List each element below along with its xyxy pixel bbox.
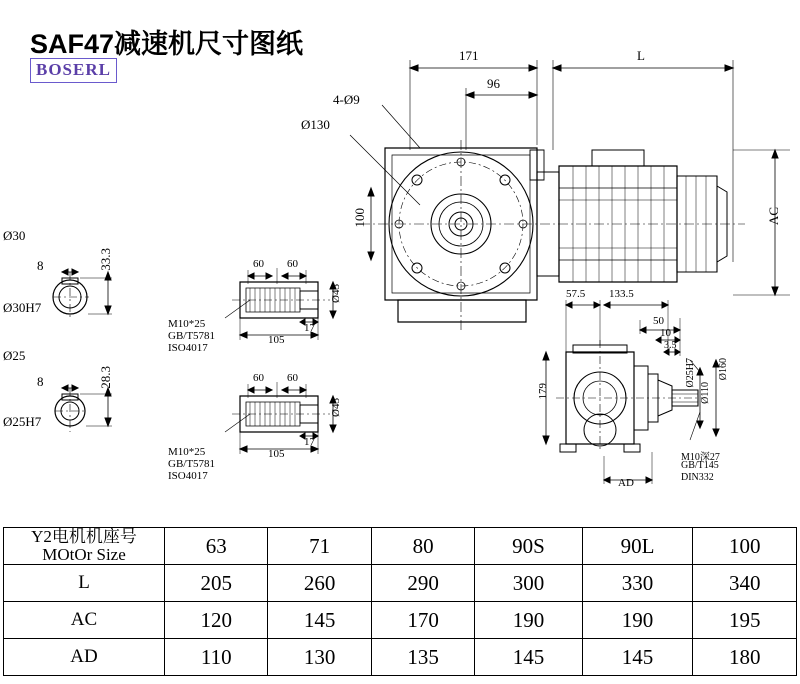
dim-105-bottom: 105 [268, 448, 285, 460]
dim-AC: AC [766, 207, 781, 226]
row-header-line1: AC [70, 609, 98, 631]
spec-table [3, 527, 797, 676]
dim-60-a-bottom: 60 [253, 372, 264, 384]
cell: 190 [582, 602, 693, 639]
thread-m10-25-bottom: M10*25 [168, 446, 206, 458]
dim-dia45-bottom: Ø45 [330, 398, 342, 417]
cell: 63 [165, 528, 268, 565]
std-din332: DIN332 [681, 472, 714, 483]
cell: 205 [165, 565, 268, 602]
cell: 290 [371, 565, 474, 602]
dim-60-b-top: 60 [287, 258, 298, 270]
row-header-AD [4, 639, 165, 676]
cell: 340 [693, 565, 797, 602]
dim-dia25-h7: Ø25H7 [3, 414, 42, 429]
row-header-line1: AD [70, 646, 98, 668]
cell: 130 [268, 639, 371, 676]
dim-28-3: 28.3 [98, 366, 113, 389]
row-header-line2: MOtOr Size [42, 545, 126, 564]
dim-17-bottom: 17 [304, 436, 315, 448]
row-header-AC [4, 602, 165, 639]
brand-logo: BOSERL [30, 58, 117, 83]
table-row [4, 528, 797, 565]
std-gbt145: GB/T145 [681, 460, 719, 471]
cell: 195 [693, 602, 797, 639]
cell: 145 [582, 639, 693, 676]
cell: 80 [371, 528, 474, 565]
cell: 145 [475, 639, 582, 676]
cell: 71 [268, 528, 371, 565]
std-gbt5781-bottom: GB/T5781 [168, 458, 216, 470]
row-header-line1: Y2电机机座号 [31, 527, 137, 547]
cell: 300 [475, 565, 582, 602]
cell: 90L [582, 528, 693, 565]
dim-50: 50 [653, 315, 664, 327]
dim-key-8-top: 8 [37, 258, 44, 273]
dim-key-8-bottom: 8 [37, 374, 44, 389]
dim-33-3: 33.3 [98, 248, 113, 271]
dim-dia25-h7-side: Ø25H7 [685, 358, 696, 388]
thread-m10-27: M10深27 [681, 452, 720, 463]
cell: 145 [268, 602, 371, 639]
dim-dia30-h7: Ø30H7 [3, 300, 42, 315]
table-row [4, 639, 797, 676]
cell: 180 [693, 639, 797, 676]
std-iso4017-bottom: ISO4017 [168, 470, 208, 482]
dim-dia160: Ø160 [718, 358, 729, 381]
cell: 110 [165, 639, 268, 676]
cell: 135 [371, 639, 474, 676]
row-header-line1: L [78, 572, 90, 594]
dim-17-top: 17 [304, 322, 315, 334]
dim-60-b-bottom: 60 [287, 372, 298, 384]
table-row [4, 602, 797, 639]
dim-105-top: 105 [268, 334, 285, 346]
page-title: SAF47减速机尺寸图纸 [30, 29, 304, 59]
dim-L: L [637, 48, 645, 63]
dim-57-5: 57.5 [566, 288, 586, 300]
cell: 190 [475, 602, 582, 639]
dim-179: 179 [537, 383, 549, 400]
table-row [4, 565, 797, 602]
dim-100: 100 [352, 208, 367, 228]
dim-171: 171 [459, 48, 479, 63]
cell: 100 [693, 528, 797, 565]
thread-m10-25-top: M10*25 [168, 318, 206, 330]
dim-10: 10 [660, 327, 671, 339]
dim-dia30: Ø30 [3, 228, 26, 243]
row-header-L [4, 565, 165, 602]
std-gbt5781-top: GB/T5781 [168, 330, 216, 342]
dim-96: 96 [487, 76, 500, 91]
dim-dia45-top: Ø45 [330, 284, 342, 303]
dim-4-d9: 4-Ø9 [333, 92, 360, 107]
cell: 260 [268, 565, 371, 602]
row-header-motor-size [4, 528, 165, 565]
dim-3-5: 3.5 [664, 340, 677, 351]
dim-AD: AD [618, 477, 634, 489]
cell: 120 [165, 602, 268, 639]
dim-dia25: Ø25 [3, 348, 26, 363]
cell: 170 [371, 602, 474, 639]
dim-dia110: Ø110 [700, 382, 711, 404]
std-iso4017-top: ISO4017 [168, 342, 208, 354]
cell: 330 [582, 565, 693, 602]
dim-dia-130: Ø130 [301, 117, 330, 132]
dim-60-a-top: 60 [253, 258, 264, 270]
cell: 90S [475, 528, 582, 565]
dim-133-5: 133.5 [609, 288, 634, 300]
